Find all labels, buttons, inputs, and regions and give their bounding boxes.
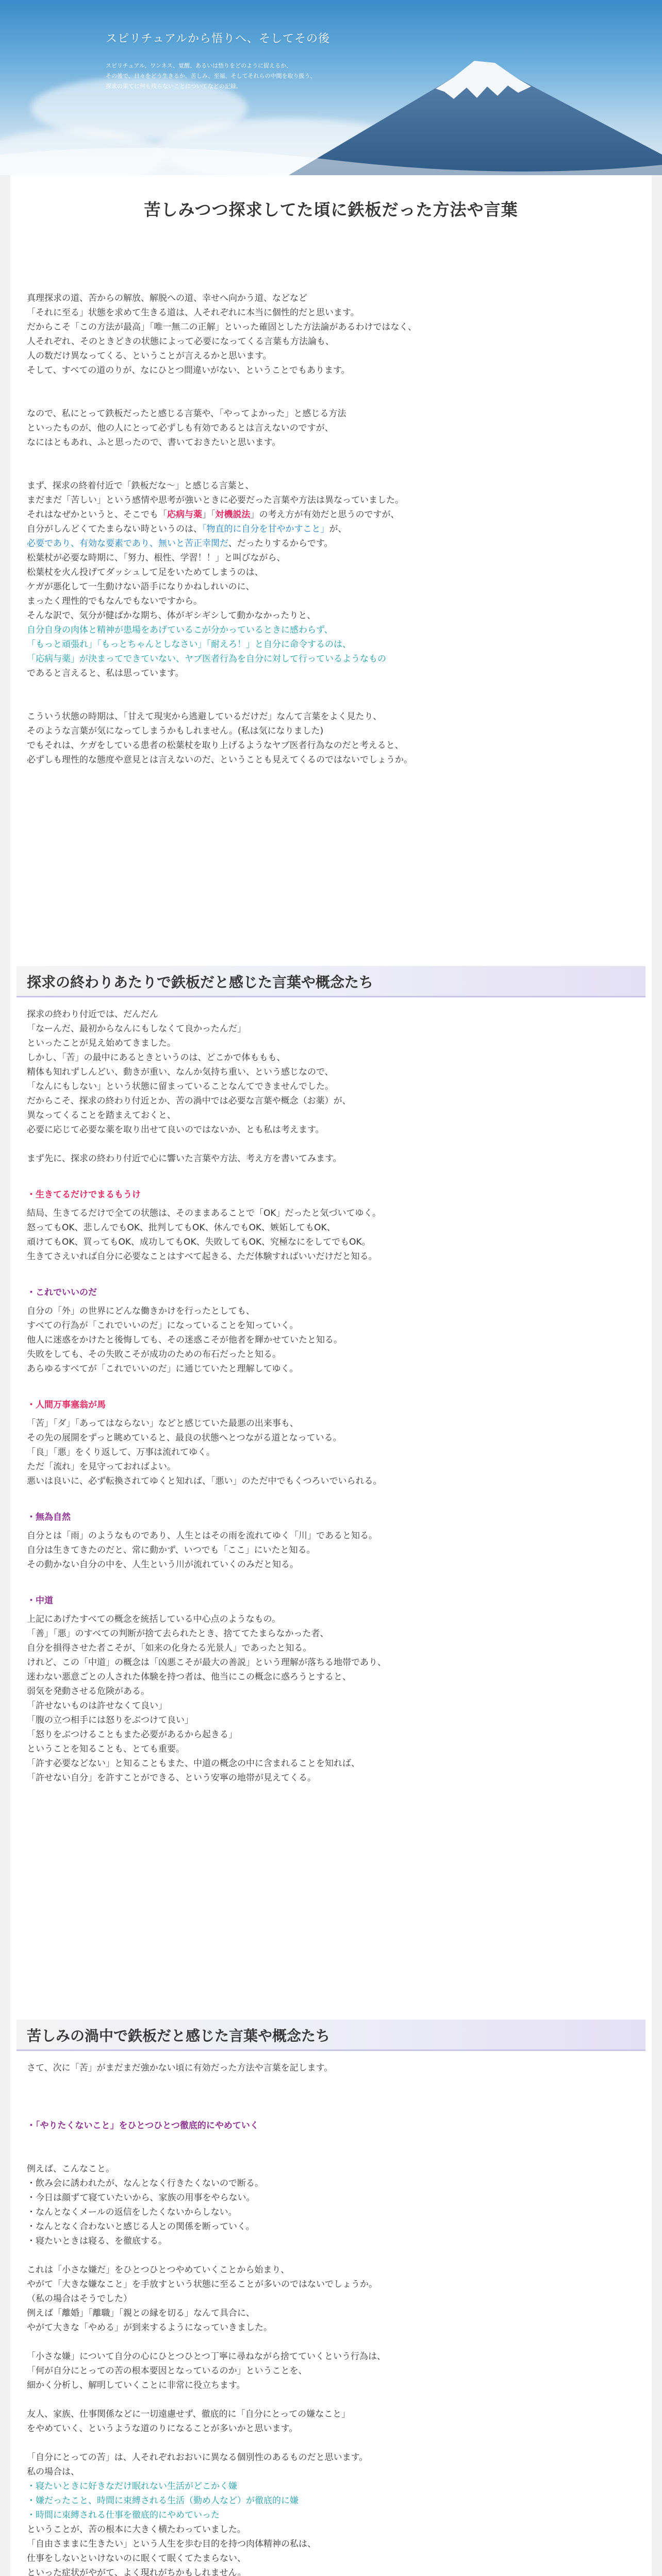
item-title: ・無為自然 (27, 1512, 71, 1522)
paragraph-line: ということを知ることも、とても重要。 (27, 1744, 185, 1754)
paragraph-line (27, 565, 630, 580)
paragraph-line (27, 608, 630, 623)
paragraph-line (27, 291, 630, 306)
paragraph-line: 生きてさえいれば自分に必要なことはすべて起きる、ただ体験すればいいだけだと知る。 (27, 1251, 377, 1262)
site-header (0, 0, 662, 175)
highlighted-text: 必要であり、有効な要素であり、無いと苦正幸関だ (27, 538, 228, 549)
text-span: 人それぞれ、そのときどきの状態によって必要になってくる言葉も方法論も、 (27, 336, 335, 347)
spacer (27, 1524, 630, 1529)
spacer (27, 1300, 630, 1304)
text-span: 、だったりするからです。 (228, 538, 333, 549)
paragraph-line: 「自分にとっての苦」は、人それぞれおおいに異なる個別性のあるものだと思います。 (27, 2452, 368, 2463)
paragraph-line: といったことが見え始めてきました。 (27, 1038, 176, 1048)
spacer (27, 378, 630, 392)
paragraph-line: しかし、「苦」の最中にあるときというのは、どこかで体ももも、 (27, 1053, 286, 1063)
paragraph-line: 「なんにもしない」という状態に留まっていることなんてできませんでした。 (27, 1081, 334, 1092)
spacer (27, 2075, 630, 2119)
paragraph-line: 例えば「離婚」「離職」「親との縁を切る」なんて具合に、 (27, 2308, 255, 2318)
paragraph-line (27, 320, 630, 334)
paragraph-line (27, 522, 630, 536)
paragraph-line: ・なんとなくメールの返信をしたくないからしない。 (27, 2207, 237, 2217)
section1-body (27, 1007, 630, 1785)
site-title[interactable]: スピリチュアルから悟りへ、そしてその後 (106, 32, 330, 45)
item-title: ・中道 (27, 1596, 53, 1606)
text-span: まったく理性的でもなんでもないですから。 (27, 596, 202, 606)
paragraph-line: 「許せない自分」を許すことができる、という安寧の地帯が見えてくる。 (27, 1773, 316, 1783)
text-span: 」の考え方が有効だと思うのですが、 (250, 510, 400, 520)
spacer (27, 464, 630, 479)
highlighted-text: 自分自身の肉体と精神が患場をあげているこが分かっているときに感わらず、 (27, 625, 333, 635)
paragraph-line: 怒ってもOK、悲しんでもOK、批判してもOK、休んでもOK、嫉妬してもOK、 (27, 1223, 336, 1233)
paragraph-line: 「腹の立つ相手には怒りをぶつけて良い」 (27, 1715, 193, 1725)
paragraph-line: やがて「大きな嫌なこと」を手放すという状態に至ることが多いのではないでしょうか。 (27, 2279, 377, 2290)
text-span: そんな訳で、気分が健ばかな期ち、体がギシギシして動かなかったりと、 (27, 611, 316, 621)
paragraph-line: 他人に迷惑をかけたと後悔しても、その迷惑こそが他者を輝かせていたと知る。 (27, 1335, 342, 1345)
text-span: そのような言葉が気になってしまうかもしれません。(私は気になりました) (27, 726, 324, 736)
spacer (27, 2133, 630, 2162)
paragraph-line: だからこそ、探求の終わり付近とか、苦の渦中では必要な言葉や概念（お薬）が、 (27, 1096, 351, 1106)
paragraph-line (27, 724, 630, 738)
text-span: なにはともあれ、ふと思ったので、書いておきたいと思います。 (27, 437, 281, 448)
text-span: なので、私にとって鉄板だったと感じる言葉や、「やってよかった」と感じる方法 (27, 409, 346, 419)
spacer (27, 2248, 630, 2263)
paragraph-line: けれど、この「中道」の概念は「凶悪こそが最大の善説」という理解が落ちる地帯であり、 (27, 1657, 386, 1668)
post-title: 苦しみつつ探求してた頃に鉄板だった方法や言葉 (144, 200, 518, 219)
paragraph-line: 「小さな嫌」について自分の心にひとつひとつ丁寧に尋ねながら捨てていくという行為は、 (27, 2351, 386, 2362)
highlighted-text: 「もっと頑張れ」「もっとちゃんとしなさい」「耐えろ！」と自分に命令するのは、 (27, 639, 351, 650)
paragraph-line: 自分は生きてきたのだと、常に動かず、いつでも「ここ」にいたと知る。 (27, 1545, 316, 1555)
highlighted-text: 対機説法 (215, 510, 251, 520)
paragraph-line: 「善」「悪」のすべての判断が捨て去られたとき、捨ててたまらなかった者、 (27, 1629, 329, 1639)
paragraph-line: ・寝たいときは寝る、を徹底する。 (27, 2236, 167, 2246)
paragraph-line (27, 507, 630, 522)
main-content (0, 175, 662, 2576)
paragraph-line: 「怒りをぶつけることもまた必要があるから起きる」 (27, 1730, 237, 1740)
paragraph-line: 「良」「悪」をくり返して、万事は流れてゆく。 (27, 1447, 215, 1458)
paragraph-line: 失敗をしても、その失敗こそが成功のための布石だったと知る。 (27, 1349, 281, 1360)
spacer (27, 1608, 630, 1612)
paragraph-line: ・飲み会に誘われたが、なんとなく行きたくないので断る。 (27, 2178, 263, 2189)
paragraph-line: ただ「流れ」を見守っておればよい。 (27, 1462, 176, 1472)
paragraph-line (27, 306, 630, 320)
paragraph-line (27, 421, 630, 435)
paragraph-line: 「自由さままに生きたい」という人生を歩む目的を持つ肉体精神の私は、 (27, 2539, 316, 2549)
paragraph-line (27, 753, 630, 767)
text-span: だからこそ「この方法が最高」「唯一無二の正解」といった確固とした方法論があるわけではなく、 (27, 322, 417, 332)
spacer (27, 1264, 630, 1285)
paragraph-line: 異なってくることを踏まえておくと、 (27, 1110, 176, 1121)
paragraph-line (27, 435, 630, 450)
spacer (27, 450, 630, 464)
text-span: こういう状態の時期は、「甘えて現実から逃避しているだけだ」なんて言葉をよく見たり、 (27, 711, 382, 722)
sub-heading: ・「やりたくないこと」をひとつひとつ徹底的にやめていく (27, 2121, 259, 2131)
paragraph-line: 細かく分析し、解明していくことに非常に役立ちます。 (27, 2380, 245, 2391)
paragraph-line: その先の展開をずっと眺めていると、最良の状態へとつながる道となっている。 (27, 1433, 342, 1443)
paragraph-line: 弱気を発動させる危険がある。 (27, 1686, 150, 1697)
article (10, 175, 652, 2576)
highlighted-text: 「応病与薬」が決まってできていない、ヤブ医者行為を自分に対して行っているようなもの (27, 654, 386, 664)
paragraph-line: 上記にあげたすべての概念を統括している中心点のようなもの。 (27, 1614, 280, 1624)
paragraph-line: 「苦」「ダ」「あってはならない」などと感じていた最悪の出来事も、 (27, 1418, 299, 1429)
paragraph-line (27, 594, 630, 608)
list-item: ・寝たいときに好きなだけ眠れない生活がどこかく嫌 (27, 2481, 237, 2492)
paragraph-line (27, 637, 630, 652)
spacer (27, 2393, 630, 2407)
spacer (27, 1202, 630, 1206)
paragraph-line: ということが、苦の根本に大きく横たわっていました。 (27, 2524, 246, 2535)
paragraph-line: 結局、生きてるだけで全ての状態は、そのままあることで「OK」だったと気づいてゆく。 (27, 1208, 382, 1218)
paragraph-line: をやめていく、というような道のりになることが多いかと思います。 (27, 2424, 298, 2434)
paragraph-line: 友人、家族、仕事関係などに一切遠慮せず、徹底的に「自分にとっての嫌なこと」 (27, 2409, 351, 2419)
paragraph-line (27, 666, 630, 681)
text-span: 「それに至る」状態を求めて生きる道は、人それぞれに本当に個性的だと思います。 (27, 308, 359, 318)
paragraph-line: 迷わない悪意ごとの人された体験を持つ者は、他当にこの概念に惑ろうとすると、 (27, 1672, 351, 1682)
paragraph-line: ・今日は顔ずて寝ていたいから、家族の用事をやらない。 (27, 2193, 255, 2203)
text-span: であると言えると、私は思っています。 (27, 668, 184, 679)
spacer (27, 695, 630, 709)
paragraph-line: 「なーんだ、最初からなんにもしなくて良かったんだ」 (27, 1024, 246, 1034)
section-heading (16, 966, 646, 997)
spacer (27, 1166, 630, 1188)
spacer (27, 1572, 630, 1594)
paragraph-line: （私の場合はそうでした） (27, 2294, 132, 2304)
text-span: まず、探求の終着付近で「鉄板だな～」と感じる言葉と、 (27, 481, 254, 491)
spacer (27, 1412, 630, 1416)
paragraph-line (27, 406, 630, 421)
paragraph-line (27, 738, 630, 753)
spacer (27, 2335, 630, 2349)
paragraph-line (27, 349, 630, 363)
paragraph-line (27, 363, 630, 378)
paragraph-line (27, 334, 630, 349)
paragraph-line: 自分とは「雨」のようなものであり、人生とはその雨を流れてゆく「川」であると知る。 (27, 1531, 377, 1541)
section2-body (27, 2061, 630, 2576)
paragraph-line: やがて大きな「やめる」が到来するようになっていきました。 (27, 2323, 272, 2333)
paragraph-line (27, 536, 630, 551)
paragraph-line (27, 709, 630, 724)
text-span: 必ずしも理性的な態度や意見とは言えないのだ、ということも見えてくるのではないでしょうか。 (27, 755, 412, 765)
item-title: ・生きてるだけでまるもうけ (27, 1190, 141, 1200)
paragraph-line: 頑けてもOK、買ってもOK、成功してもOK、失敗してもOK、究極なにをしてでもOK。 (27, 1237, 371, 1247)
section-heading-text: 探求の終わりあたりで鉄板だと感じた言葉や概念たち (27, 974, 374, 991)
paragraph-line: 必要に応じて必要な薬を取り出せて良いのではないか、とも私は考えます。 (27, 1125, 324, 1135)
text-span: が、 (329, 524, 347, 534)
paragraph-line: 「許す必要などない」と知ることもまた、中道の概念の中に含まれることを知れば、 (27, 1758, 360, 1769)
text-span: といったものが、他の人にとって必ずしも有効であるとは言えないのですが、 (27, 423, 334, 433)
item-title: ・これでいいのだ (27, 1287, 97, 1298)
text-span: 」「 (202, 510, 216, 520)
item-title: ・人間万事塞翁が馬 (27, 1400, 106, 1410)
site-description-line: 探求の果てに何も残らないことについてなどの記録。 (106, 83, 242, 90)
list-item: ・嫌だったこと、時間に束縛される生活（勤め人など）が徹底的に嫌 (27, 2496, 299, 2506)
text-span: 真理探求の道、苦からの解放、解脱への道、幸せへ向かう道、などなど (27, 293, 307, 303)
paragraph-line: 仕事をしないといけないのに眠くて眠くてたまらない、 (27, 2553, 246, 2564)
section-heading (16, 2020, 646, 2051)
text-span: 松葉杖を火ん投げてダッシュして足をいためてしまうのは、 (27, 567, 263, 578)
paragraph-line: ・なんとなく合わないと感じる人との関係を断っていく。 (27, 2222, 255, 2232)
paragraph-line (27, 551, 630, 565)
highlighted-text: 「物直的に自分を甘やかすこと」 (202, 524, 329, 534)
paragraph-line (27, 479, 630, 493)
text-span: 人の数だけ異なってくる、ということが言えるかと思います。 (27, 351, 272, 361)
paragraph-line: さて、次に「苦」がまだまだ強かない頃に有効だった方法や言葉を記します。 (27, 2063, 333, 2073)
site-description-line: スピリチュアル、ワンネス、覚醒、あるいは悟りをどのように捉えるか、 (106, 62, 292, 69)
paragraph-line (27, 623, 630, 637)
paragraph-line: 悪いは良いに、必ず転換されてゆくと知れば、「悪い」のただ中でもくつろいでいられる。 (27, 1476, 382, 1486)
spacer (27, 2436, 630, 2450)
paragraph-line: 精体も知れずしんどい、動きが重い、なんか気持ち重い、という感じなので、 (27, 1067, 334, 1077)
text-span: でもそれは、ケガをしている患者の松葉杖を取り上げるようなヤブ医者行為なのだと考えると、 (27, 740, 404, 751)
spacer (27, 1488, 630, 1510)
spacer (27, 392, 630, 406)
highlighted-text: 応病与薬 (167, 510, 202, 520)
section-heading-text: 苦しみの渦中で鉄板だと感じた言葉や概念たち (27, 2027, 330, 2044)
site-description-line: その後で、日々をどう生きるか、苦しみ、至福、そしてそれらの中間を取り扱う、 (106, 73, 316, 79)
paragraph-line: その動かない自分の中を、人生という川が流れていくのみだと知る。 (27, 1560, 299, 1570)
paragraph-line (27, 652, 630, 666)
paragraph-line: 探求の終わり付近では、だんだん (27, 1009, 158, 1020)
paragraph-line: 自分の「外」の世界にどんな働きかけを行ったとしても、 (27, 1306, 255, 1316)
spacer (27, 1137, 630, 1151)
text-span: 松葉杖が必要な時期に、「努力、根性、学習！！」と叫びながら、 (27, 553, 286, 563)
text-span: それはなぜかというと、そこでも「 (27, 510, 167, 520)
paragraph-line: 「許せないものは許せなくて良い」 (27, 1701, 167, 1711)
text-span: まだまだ「苦しい」という感情や思考が強いときに必要だった言葉や方法は異なっていました。 (27, 495, 404, 505)
paragraph-line: 例えば、こんなこと。 (27, 2164, 114, 2174)
paragraph-line (27, 580, 630, 594)
paragraph-line: これは「小さな嫌だ」をひとつひとつやめていくことから始まり、 (27, 2265, 290, 2275)
paragraph-line: すべての行為が「これでいいのだ」になっていることを知っていく。 (27, 1320, 299, 1331)
text-span: ケガが悪化して一生動けない語手になりかねしれいのに、 (27, 582, 255, 592)
paragraph-line: あらゆるすべてが「これでいいのだ」に通じていたと理解してゆく。 (27, 1364, 299, 1374)
spacer (27, 681, 630, 695)
list-item: ・時間に束縛される仕事を徹底的にやめていった (27, 2510, 220, 2520)
paragraph-line (27, 493, 630, 507)
spacer (27, 1376, 630, 1398)
paragraph-line: 自分を損得させた者こそが、「如来の化身たる光景人」であったと知る。 (27, 1643, 312, 1653)
paragraph-line: 「何が自分にとっての苦の根本要因となっているのか」ということを、 (27, 2366, 307, 2376)
paragraph-line: といった症状がやがて、よく現れがちかもしれません。 (27, 2568, 246, 2576)
text-span: そして、すべての道のりが、なにひとつ間違いがない、ということでもあります。 (27, 365, 350, 376)
post-intro (27, 291, 630, 767)
text-span: 自分がしんどくてたまらない時というのは、 (27, 524, 202, 534)
site-description (106, 61, 374, 92)
paragraph-line: 私の場合は、 (27, 2467, 79, 2477)
paragraph-line: まず先に、探求の終わり付近で心に響いた言葉や方法、考え方を書いてみます。 (27, 1154, 342, 1164)
